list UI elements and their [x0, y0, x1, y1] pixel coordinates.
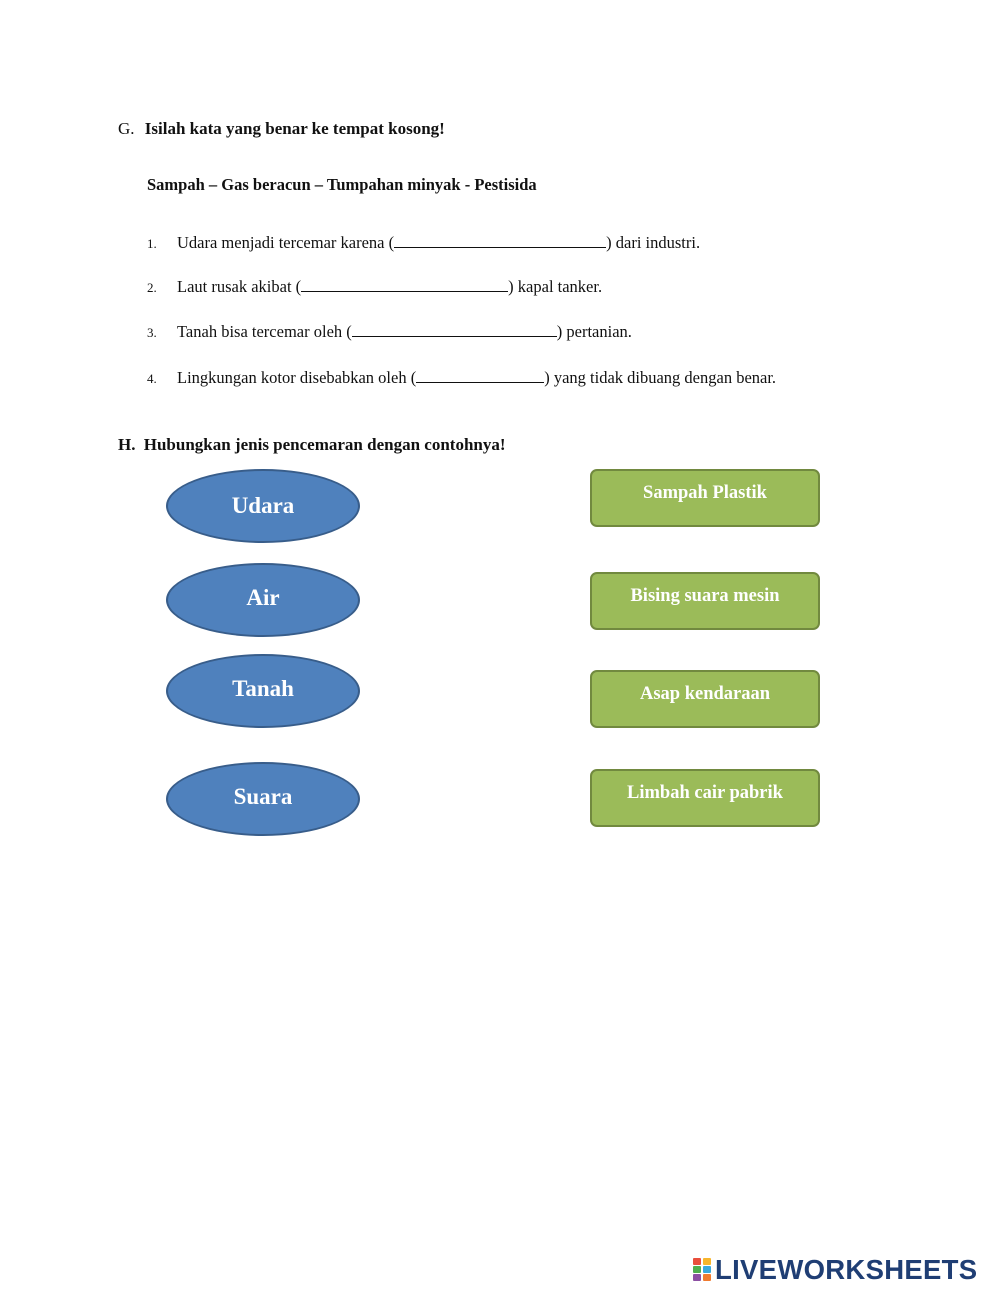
section-g-heading: [118, 119, 445, 139]
question-text-after: ) yang tidak dibuang dengan benar.: [544, 368, 777, 387]
question-4: [147, 368, 927, 390]
question-text-after: ) kapal tanker.: [508, 277, 603, 296]
liveworksheets-logo: [693, 1255, 977, 1285]
type-suara[interactable]: [166, 762, 360, 836]
example-sampah-plastik[interactable]: [590, 469, 820, 527]
type-label: Tanah: [232, 676, 294, 701]
answer-blank-4[interactable]: [416, 368, 544, 383]
question-number: 2.: [147, 280, 157, 295]
section-g-letter: G.: [118, 119, 135, 138]
example-limbah-cair-pabrik[interactable]: [590, 769, 820, 827]
example-label: Sampah Plastik: [643, 483, 767, 503]
liveworksheets-logo-icon: [693, 1258, 712, 1282]
answer-blank-1[interactable]: [394, 233, 606, 248]
answer-blank-3[interactable]: [352, 322, 557, 337]
example-label: Asap kendaraan: [639, 684, 771, 704]
type-label: Udara: [231, 493, 295, 518]
example-label: Limbah cair pabrik: [627, 783, 783, 803]
question-text-before: Lingkungan kotor disebabkan oleh (: [177, 368, 417, 387]
question-3: [147, 322, 907, 344]
question-text-before: Udara menjadi tercemar karena (: [177, 233, 395, 252]
answer-blank-2[interactable]: [301, 277, 508, 292]
question-number: 4.: [147, 371, 157, 386]
question-number: 1.: [147, 236, 157, 251]
example-label: Bising suara mesin: [630, 586, 780, 606]
liveworksheets-logo-text: LIVEWORKSHEETS: [715, 1254, 978, 1285]
question-number: 3.: [147, 325, 157, 340]
word-bank: Sampah – Gas beracun – Tumpahan minyak - Pestisida: [147, 175, 537, 194]
question-text-after: ) dari industri.: [606, 233, 701, 252]
question-text-after: ) pertanian.: [556, 322, 632, 341]
section-h-letter: H.: [118, 435, 136, 454]
section-h-title: Hubungkan jenis pencemaran dengan contohnya!: [143, 435, 506, 454]
type-air[interactable]: [166, 563, 360, 637]
type-udara[interactable]: [166, 469, 360, 543]
question-text-before: Laut rusak akibat (: [177, 277, 302, 296]
type-label: Air: [246, 585, 280, 610]
type-tanah[interactable]: [166, 654, 360, 728]
question-text-before: Tanah bisa tercemar oleh (: [177, 322, 352, 341]
question-2: [147, 277, 907, 299]
type-label: Suara: [233, 784, 293, 809]
example-asap-kendaraan[interactable]: [590, 670, 820, 728]
example-bising-suara-mesin[interactable]: [590, 572, 820, 630]
section-h-heading: [118, 435, 506, 455]
question-1: [147, 233, 907, 255]
section-g-title: Isilah kata yang benar ke tempat kosong!: [144, 119, 445, 138]
